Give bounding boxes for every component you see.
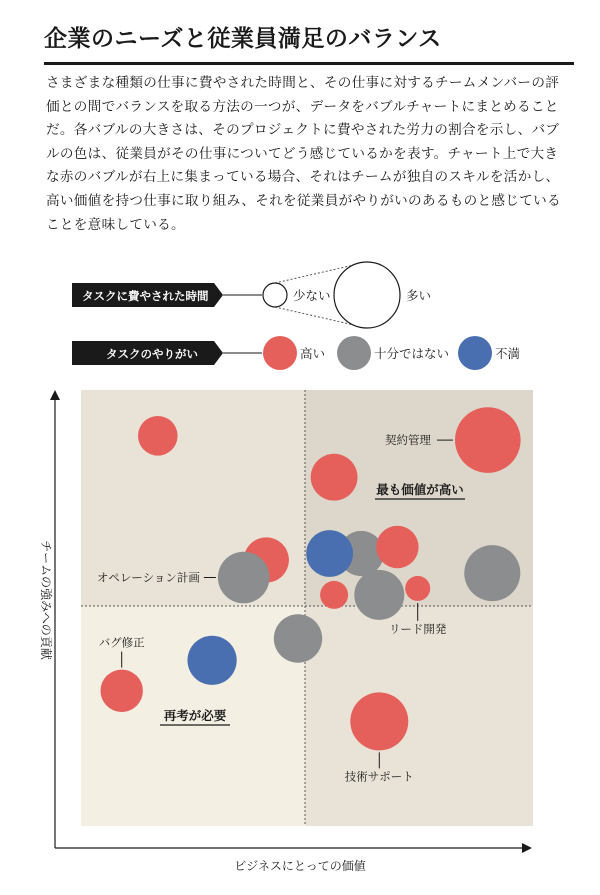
bubble-label-16: 技術サポート bbox=[344, 769, 414, 784]
bubble-high-7 bbox=[376, 526, 418, 568]
plot-area bbox=[81, 390, 533, 826]
intro-paragraph: さまざまな種類の仕事に費やされた時間と、その仕事に対するチームメンバーの評価との間でバランスを取る方法の一つが、データをバブルチャートにまとめることだ。各バブルの大きさは、そのプロジェクトに費やされた労力の割合を示し、バブルの色は、従業員がその仕事についてどう感じているかを表す。チャート上で大きな赤のバブルが右上に集まっている場合、それはチームが独自のスキルを活かし、高い価値を持つ仕事に取り組み、それを従業員がやりがいのあるものと感じていることを意味している。 bbox=[46, 75, 561, 233]
x-axis-arrow bbox=[522, 843, 532, 853]
color-legend-label: タスクのやりがい bbox=[106, 347, 198, 361]
bubble-high-2 bbox=[455, 407, 521, 473]
y-axis-arrow bbox=[50, 390, 60, 400]
size-legend-small-circle bbox=[263, 283, 287, 307]
size-legend bbox=[72, 262, 431, 328]
page-title: 企業のニーズと従業員満足のバランス bbox=[44, 26, 442, 52]
bubble-mid-11 bbox=[354, 570, 404, 620]
bubble-mid-13 bbox=[274, 614, 322, 662]
size-legend-large-label: 多い bbox=[406, 288, 432, 303]
bubble-mid-9 bbox=[218, 552, 270, 604]
y-axis-label: チームの強みへの貢献 bbox=[39, 540, 53, 660]
size-legend-label: タスクに費やされた時間 bbox=[82, 289, 209, 303]
legend-high-label: 高い bbox=[300, 346, 326, 361]
bubble-label-9: オペレーション計画 bbox=[96, 570, 200, 585]
quadrant-label-top-right: 最も価値が高い bbox=[376, 482, 464, 497]
bubble-mid-8 bbox=[464, 545, 520, 601]
bubble-high-10 bbox=[320, 581, 348, 609]
title-rule bbox=[44, 62, 574, 65]
bubble-high-16 bbox=[350, 692, 408, 750]
bubble-high-1 bbox=[138, 416, 178, 456]
bubble-high-12 bbox=[405, 576, 430, 601]
legend-low-label: 不満 bbox=[495, 346, 521, 361]
color-legend bbox=[72, 336, 520, 370]
bubble-label-15: バグ修正 bbox=[98, 635, 145, 650]
bubble-low-14 bbox=[188, 636, 237, 685]
legend-mid-label: 十分ではない bbox=[374, 346, 450, 361]
bubble-label-2: 契約管理 bbox=[385, 433, 431, 448]
quadrant-bottom-right bbox=[305, 606, 533, 826]
legend-low-swatch bbox=[458, 336, 492, 370]
bubble-high-3 bbox=[311, 454, 358, 501]
size-legend-large-circle bbox=[334, 262, 400, 328]
bubble-label-12: リード開発 bbox=[388, 621, 447, 636]
bubble-low-6 bbox=[306, 530, 353, 577]
size-legend-small-label: 少ない bbox=[293, 288, 331, 303]
legend-mid-swatch bbox=[337, 336, 371, 370]
bubble-chart bbox=[0, 240, 600, 895]
bubble-high-15 bbox=[101, 670, 143, 712]
legend-high-swatch bbox=[263, 336, 297, 370]
x-axis-label: ビジネスにとっての価値 bbox=[234, 859, 366, 873]
quadrant-label-bottom-left: 再考が必要 bbox=[163, 708, 227, 723]
